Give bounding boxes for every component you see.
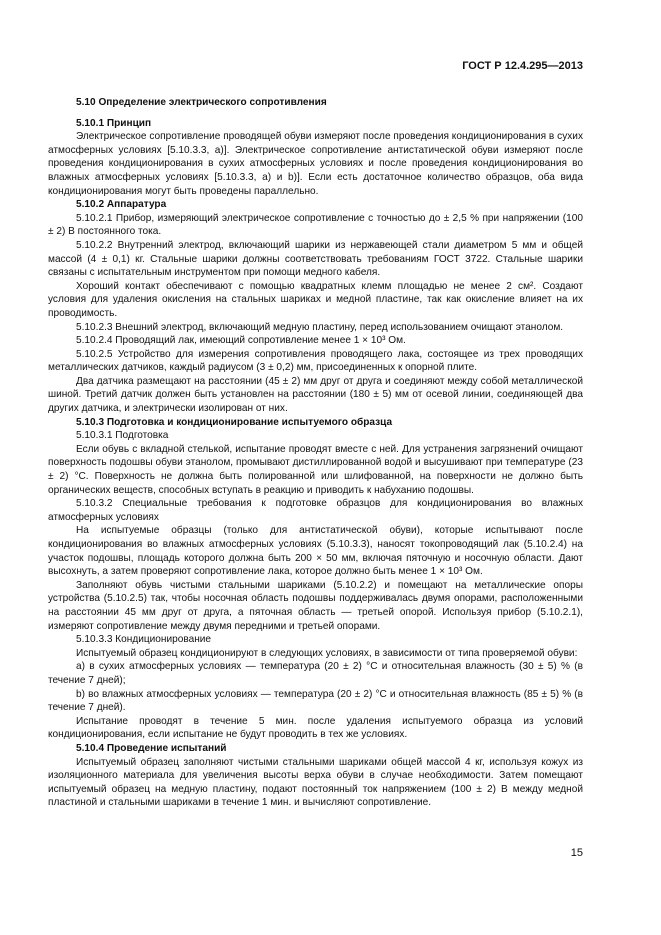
paragraph: Хороший контакт обеспечивают с помощью квадратных клемм площадью не менее 2 см². Создают условия для удаления окисления на стальных шариках и медной пластине, так как окисление влияет на их проводимость.	[48, 280, 583, 319]
paragraph: 5.10.2.4 Проводящий лак, имеющий сопротивление менее 1 × 10³ Ом.	[76, 335, 406, 347]
subsection-heading: 5.10.4 Проведение испытаний	[76, 742, 227, 754]
paragraph: Испытуемый образец кондиционируют в следующих условиях, в зависимости от типа проверяемой обуви:	[76, 647, 578, 659]
document-body	[48, 90, 583, 810]
paragraph: Электрическое сопротивление проводящей обуви измеряют после проведения кондиционирования в сухих атмосферных условиях [5.10.3.3, а)]. Электрическое сопротивление антистатической обуви измеряют после проведения кондиционирования в сухих атмосферных условиях и после проведения кондиционирования во влажных атмосферных условиях [5.10.3.3, а) и b)]. Если есть достаточное количество образцов, оба вида кондиционирования могут быть проведены параллельно.	[48, 131, 583, 197]
subsection-heading: 5.10.2 Аппаратура	[76, 199, 167, 211]
page-number: 15	[570, 847, 583, 859]
section-heading: 5.10 Определение электрического сопротивления	[76, 97, 327, 108]
paragraph: 5.10.3.3 Кондиционирование	[76, 634, 212, 646]
paragraph: Заполняют обувь чистыми стальными шариками (5.10.2.2) и помещают на металлические опоры устройства (5.10.2.5) так, чтобы носочная область подошвы поддерживалась двумя опорами, расположенными на расстоянии 45 мм друг от друга, а пяточная область — третьей опорой. Используя прибор (5.10.2.1), измеряют сопротивление между двумя передними и третьей опорами.	[48, 579, 583, 632]
paragraph: 5.10.2.2 Внутренний электрод, включающий шарики из нержавеющей стали диаметром 5 мм и общей массой (4 ± 0,1) кг. Стальные шарики должны соответствовать требованиям ГОСТ 3722. Стальные шарики связаны с испытательным инструментом при помощи медного кабеля.	[48, 239, 583, 279]
paragraph: 5.10.2.3 Внешний электрод, включающий медную пластину, перед использованием очищают этанолом.	[76, 321, 564, 333]
paragraph: 5.10.3.1 Подготовка	[76, 430, 169, 442]
paragraph: Испытуемый образец заполняют чистыми стальными шариками общей массой 4 кг, используя кожух из изоляционного материала для увеличения высоты верха обуви в случае необходимости. Затем помещают испытуемый образец на медную пластину, подают постоянный ток напряжением (100 ± 2) В между медной пластиной и стальными шариками в течение 1 мин. и вычисляют сопротивление.	[48, 756, 583, 809]
subsection-heading: 5.10.3 Подготовка и кондиционирование испытуемого образца	[76, 416, 393, 428]
subsection-heading: 5.10.1 Принцип	[76, 117, 152, 129]
paragraph: 5.10.3.2 Специальные требования к подготовке образцов для кондиционирования во влажных атмосферных условиях	[48, 498, 583, 523]
paragraph: 5.10.2.1 Прибор, измеряющий электрическое сопротивление с точностью до ± 2,5 % при напряжении (100 ± 2) В постоянного тока.	[48, 212, 583, 238]
paragraph: Испытание проводят в течение 5 мин. после удаления испытуемого образца из условий кондиционирования, если испытание не будут проводить в тех же условиях.	[48, 715, 583, 741]
paragraph: Два датчика размещают на расстоянии (45 ± 2) мм друг от друга и соединяют между собой металлической шиной. Третий датчик должен быть установлен на расстоянии (180 ± 5) мм от осевой линии, соединяющей два других датчика, и электрически изолирован от них.	[48, 375, 583, 415]
paragraph: 5.10.2.5 Устройство для измерения сопротивления проводящего лака, состоящее из трех проводящих металлических датчиков, каждый радиусом (3 ± 0,2) мм, присоединенных к опорной плите.	[48, 348, 583, 374]
paragraph: а) в сухих атмосферных условиях — температура (20 ± 2) °С и относительная влажность (30 ± 5) % (в течение 7 дней);	[48, 661, 583, 686]
paragraph: b) во влажных атмосферных условиях — температура (20 ± 2) °С и относительная влажность (85 ± 5) % (в течение 7 дней).	[48, 688, 583, 714]
document-header: ГОСТ Р 12.4.295—2013	[462, 60, 583, 72]
paragraph: На испытуемые образцы (только для антистатической обуви), которые испытывают после кондиционирования во влажных атмосферных условиях (5.10.3.3), наносят токопроводящий лак (5.10.2.4) на участок подошвы, площадь которого должна быть 200 × 50 мм, включая пяточную и носочную области. Дают высохнуть, а затем проверяют сопротивление лака, которое должно быть менее 1 × 10³ Ом.	[48, 525, 583, 578]
paragraph: Если обувь с вкладной стелькой, испытание проводят вместе с ней. Для устранения загрязнений очищают поверхность подошвы обуви этанолом, промывают дистиллированной водой и высушивают при температуре (23 ± 2) °С. Поверхность не должна быть полированной или шлифованной, на поверхности не должно быть органических веществ, способных вступать в реакцию и приводить к набуханию подошвы.	[48, 443, 583, 496]
